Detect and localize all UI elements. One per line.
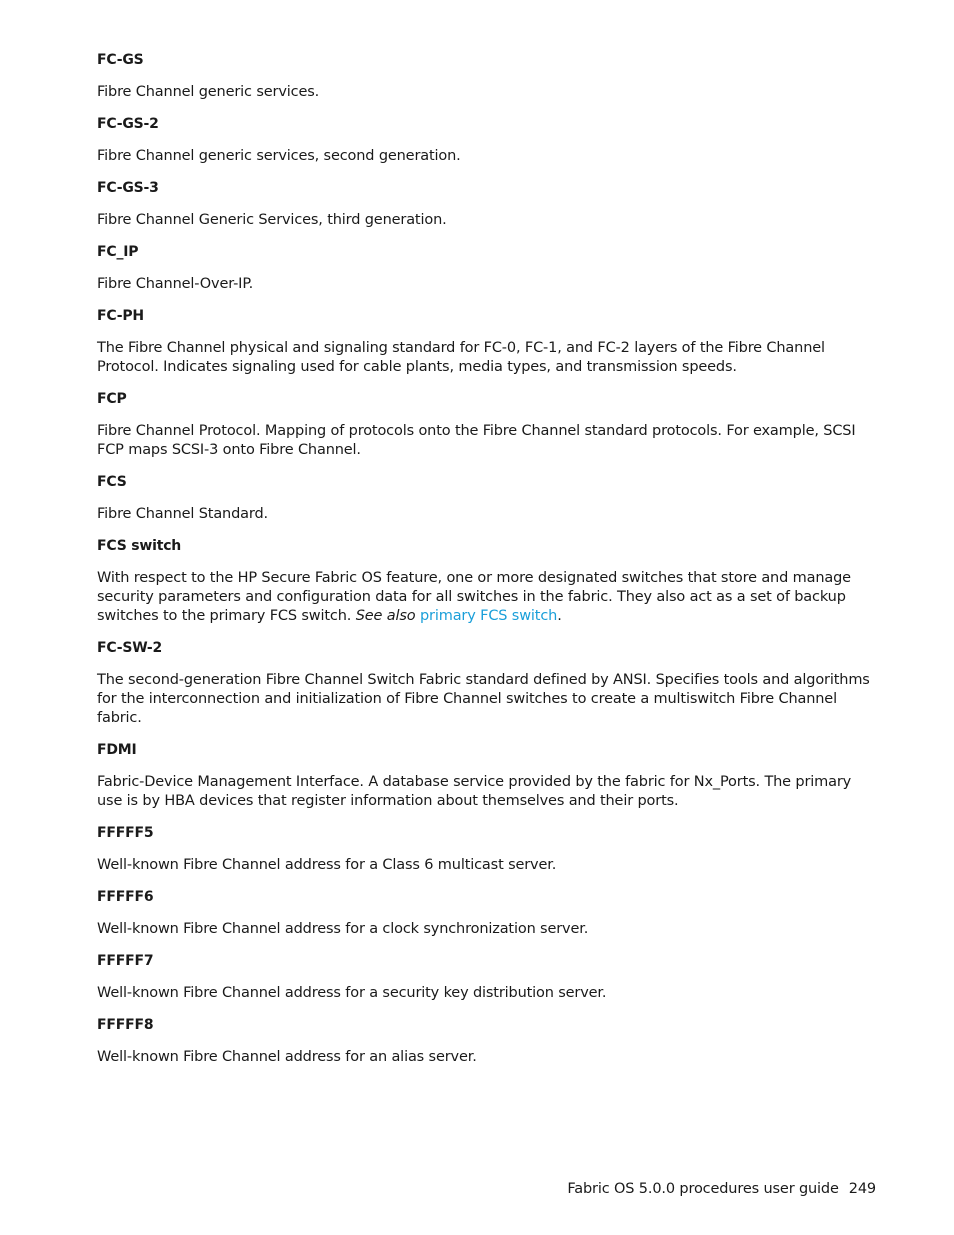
glossary-definition: Fibre Channel Generic Services, third generation. [97,212,447,228]
glossary-entry-fc-ip [97,243,877,294]
glossary-definition: Fibre Channel Protocol. Mapping of protocols onto the Fibre Channel standard protocols. For example, SCSI FCP maps SCSI-3 onto Fibre Channel. [97,423,856,458]
glossary-term: FC-GS-3 [97,180,159,196]
glossary-definition: Well-known Fibre Channel address for a security key distribution server. [97,985,607,1001]
glossary-definition: Fabric-Device Management Interface. A database service provided by the fabric for Nx_Ports. The primary use is by HBA devices that register information about themselves and their ports. [97,774,852,809]
glossary-entry-fcs-switch [97,537,877,626]
glossary-term: FCS [97,474,127,490]
page-footer [567,1180,876,1199]
glossary-term: FFFFF8 [97,1017,154,1033]
glossary-entry-fcs [97,473,877,524]
glossary-definition: Fibre Channel generic services, second generation. [97,148,461,164]
definition-text: With respect to the HP Secure Fabric OS feature, one or more designated switches that store and manage security parameters and configuration data for all switches in the fabric. They also act as a set of backup switches to the primary FCS switch. [97,570,851,624]
glossary-term: FC-GS-2 [97,116,159,132]
page-number: 249 [848,1181,876,1197]
glossary-definition: The Fibre Channel physical and signaling standard for FC-0, FC-1, and FC-2 layers of the Fibre Channel Protocol. Indicates signaling used for cable plants, media types, and transmission speeds. [97,340,825,375]
glossary-term: FCS switch [97,538,182,554]
glossary-entry-fc-gs-3 [97,179,877,230]
see-also-label: See also [355,608,416,624]
glossary-entry-fc-ph [97,307,877,377]
glossary-entry-fcp [97,390,877,460]
see-also-end: . [557,608,562,624]
glossary-entry-fffff7 [97,952,877,1003]
primary-fcs-switch-link[interactable]: primary FCS switch [419,608,558,624]
glossary-entry-fffff6 [97,888,877,939]
glossary-definition: Well-known Fibre Channel address for a clock synchronization server. [97,921,589,937]
glossary-entry-fc-gs-2 [97,115,877,166]
glossary-term: FDMI [97,742,137,758]
glossary-definition: Fibre Channel-Over-IP. [97,276,254,292]
glossary-entry-fc-sw-2 [97,639,877,728]
glossary-entry-fffff8 [97,1016,877,1067]
glossary-definition: Well-known Fibre Channel address for a Class 6 multicast server. [97,857,557,873]
glossary-term: FC-GS [97,52,144,68]
glossary-term: FC_IP [97,244,139,260]
glossary-entry-fc-gs [97,51,877,102]
glossary-term: FC-PH [97,308,144,324]
glossary-term: FFFFF5 [97,825,154,841]
glossary-page [97,51,877,1080]
glossary-definition: Fibre Channel Standard. [97,506,268,522]
glossary-definition: Well-known Fibre Channel address for an alias server. [97,1049,477,1065]
glossary-entry-fffff5 [97,824,877,875]
glossary-definition: Fibre Channel generic services. [97,84,320,100]
footer-title: Fabric OS 5.0.0 procedures user guide [567,1181,839,1197]
glossary-term: FFFFF7 [97,953,154,969]
glossary-definition: The second-generation Fibre Channel Switch Fabric standard defined by ANSI. Specifies tools and algorithms for the interconnection and initialization of Fibre Channel switches to create a multiswitch Fibre Channel fabric. [97,672,870,726]
glossary-definition [97,569,877,626]
glossary-term: FCP [97,391,127,407]
glossary-entry-fdmi [97,741,877,811]
glossary-term: FFFFF6 [97,889,154,905]
glossary-term: FC-SW-2 [97,640,163,656]
